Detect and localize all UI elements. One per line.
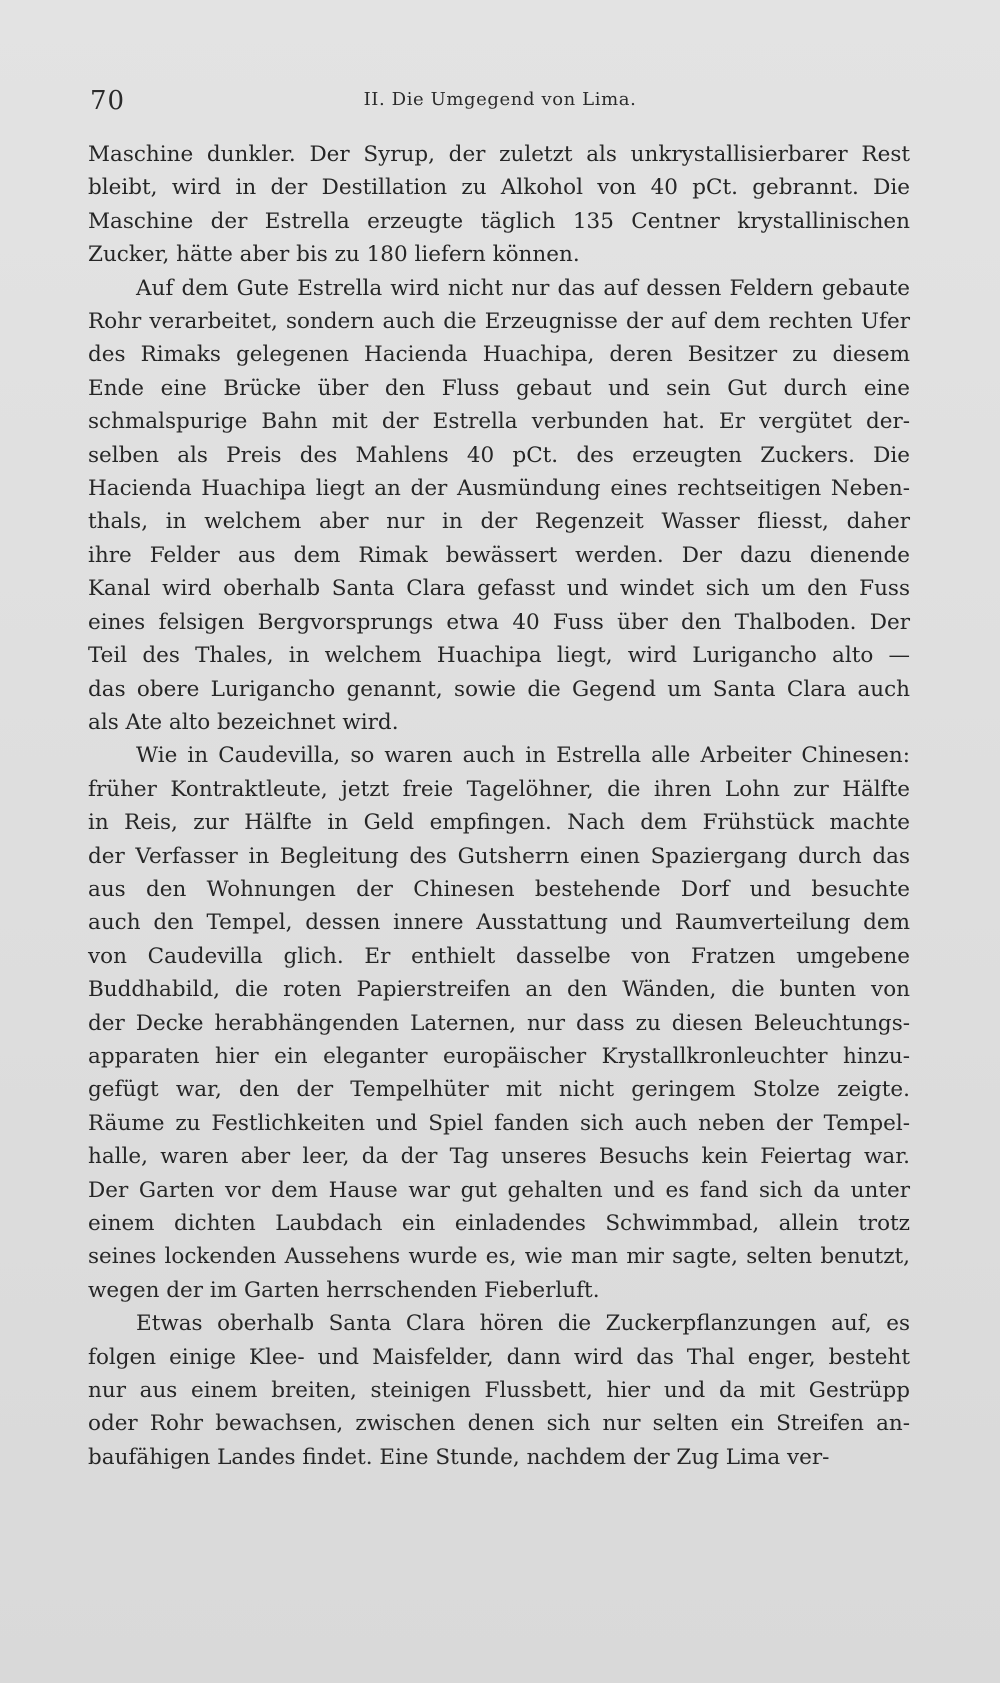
text-line: Etwas oberhalb Santa Clara hören die Zuckerpflanzungen auf, es (136, 1311, 910, 1337)
text-line: Ende eine Brücke über den Fluss gebaut und sein Gut durch eine (88, 375, 910, 401)
text-line: gefügt war, den der Tempelhüter mit nicht geringem Stolze zeigte. (88, 1077, 910, 1103)
text-line: seines lockenden Aussehens wurde es, wie man mir sagte, selten benutzt, (88, 1244, 910, 1270)
text-line: in Reis, zur Hälfte in Geld empfingen. Nach dem Frühstück machte (88, 810, 910, 836)
text-line: Der Garten vor dem Hause war gut gehalten und es fand sich da unter (88, 1177, 910, 1203)
body-text (88, 138, 910, 1474)
text-line: des Rimaks gelegenen Hacienda Huachipa, deren Besitzer zu diesem (88, 342, 910, 368)
text-line: schmalspurige Bahn mit der Estrella verbunden hat. Er vergütet der- (88, 409, 910, 435)
text-line: Maschine dunkler. Der Syrup, der zuletzt als unkrystallisierbarer Rest (88, 142, 910, 167)
text-line: nur aus einem breiten, steinigen Flussbett, hier und da mit Gestrüpp (88, 1378, 910, 1404)
text-line: Rohr verarbeitet, sondern auch die Erzeugnisse der auf dem rechten Ufer (88, 309, 910, 335)
text-line: Kanal wird oberhalb Santa Clara gefasst und windet sich um den Fuss (88, 576, 910, 602)
text-line: halle, waren aber leer, da der Tag unseres Besuchs kein Feiertag war. (88, 1144, 910, 1170)
text-line: als Ate alto bezeichnet wird. (88, 709, 399, 735)
text-line: bleibt, wird in der Destillation zu Alkohol von 40 pCt. gebrannt. Die (88, 175, 910, 201)
page-header (90, 86, 910, 122)
text-line: Räume zu Festlichkeiten und Spiel fanden sich auch neben der Tempel- (88, 1110, 910, 1136)
text-line: apparaten hier ein eleganter europäischer Krystallkronleuchter hinzu- (88, 1043, 910, 1069)
text-line: selben als Preis des Mahlens 40 pCt. des erzeugten Zuckers. Die (88, 442, 910, 468)
text-line: Teil des Thales, in welchem Huachipa liegt, wird Lurigancho alto — (88, 643, 910, 669)
paragraph (88, 138, 910, 272)
text-line: folgen einige Klee- und Maisfelder, dann wird das Thal enger, besteht (88, 1344, 910, 1370)
text-line: aus den Wohnungen der Chinesen bestehende Dorf und besuchte (88, 876, 910, 902)
text-line: einem dichten Laubdach ein einladendes Schwimmbad, allein trotz (88, 1211, 910, 1236)
text-line: thals, in welchem aber nur in der Regenzeit Wasser fliesst, daher (88, 509, 910, 535)
running-head: II. Die Umgegend von Lima. (363, 89, 637, 110)
text-line: eines felsigen Bergvorsprungs etwa 40 Fuss über den Thalboden. Der (88, 609, 910, 635)
text-line: Buddhabild, die roten Papierstreifen an den Wänden, die bunten von (88, 977, 910, 1003)
paragraph (88, 272, 910, 740)
text-line: Maschine der Estrella erzeugte täglich 135 Centner krystallinischen (88, 208, 910, 234)
text-line: baufähigen Landes findet. Eine Stunde, nachdem der Zug Lima ver- (88, 1444, 830, 1470)
text-line: auch den Tempel, dessen innere Ausstattung und Raumverteilung dem (88, 910, 910, 936)
text-line: Wie in Caudevilla, so waren auch in Estrella alle Arbeiter Chinesen: (136, 743, 910, 769)
text-line: von Caudevilla glich. Er enthielt dasselbe von Fratzen umgebene (88, 943, 910, 969)
text-line: der Decke herabhängenden Laternen, nur dass zu diesen Beleuchtungs- (88, 1010, 910, 1036)
text-line: Auf dem Gute Estrella wird nicht nur das auf dessen Feldern gebaute (136, 275, 910, 301)
text-line: der Verfasser in Begleitung des Gutsherrn einen Spaziergang durch das (88, 843, 910, 869)
text-line: wegen der im Garten herrschenden Fieberluft. (88, 1277, 600, 1303)
text-line: früher Kontraktleute, jetzt freie Tagelöhner, die ihren Lohn zur Hälfte (88, 776, 910, 802)
text-line: Zucker, hätte aber bis zu 180 liefern können. (88, 242, 580, 268)
text-line: ihre Felder aus dem Rimak bewässert werden. Der dazu dienende (88, 542, 910, 568)
text-line: Hacienda Huachipa liegt an der Ausmündung eines rechtseitigen Neben- (88, 476, 910, 502)
text-line: das obere Lurigancho genannt, sowie die Gegend um Santa Clara auch (88, 676, 910, 702)
paragraph (88, 1307, 910, 1474)
text-line: oder Rohr bewachsen, zwischen denen sich nur selten ein Streifen an- (88, 1411, 910, 1437)
page-number: 70 (90, 86, 126, 116)
paragraph (88, 739, 910, 1307)
